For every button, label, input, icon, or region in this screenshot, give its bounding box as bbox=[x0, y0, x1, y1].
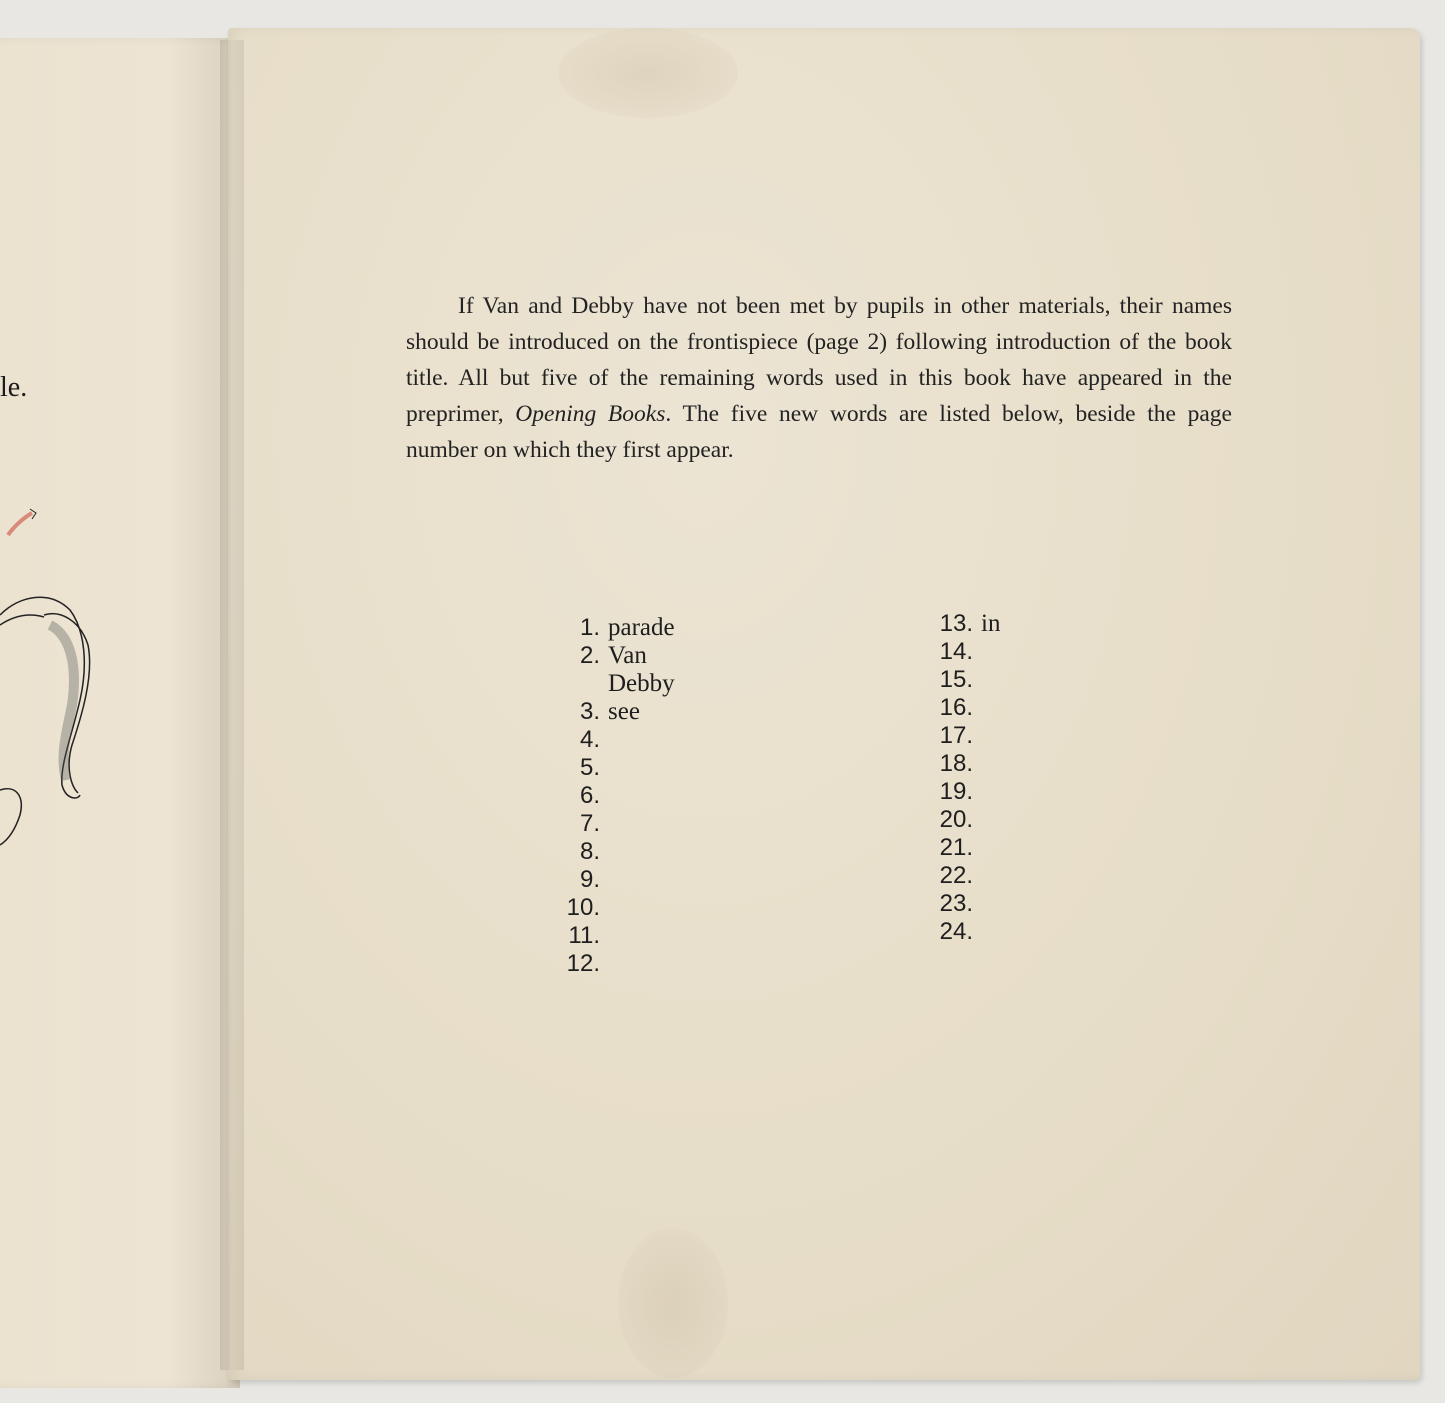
paragraph-text-part1: If Van and Debby have not been met by pupils in other materials, their names should be introduced on the frontispiece (page 2) following introduction of the book title. All but five of the remaining words used in this book have appeared in the preprimer, bbox=[406, 293, 1232, 427]
list-item bbox=[918, 918, 1000, 946]
list-item bbox=[550, 642, 675, 670]
list-item bbox=[918, 834, 1000, 862]
list-item bbox=[550, 922, 675, 950]
list-item bbox=[550, 754, 675, 782]
list-item bbox=[550, 950, 675, 978]
book-gutter bbox=[220, 40, 244, 1370]
list-item bbox=[550, 894, 675, 922]
page-number: 14. bbox=[939, 638, 973, 665]
page-number: 2. bbox=[579, 642, 600, 669]
page-number: 21. bbox=[939, 834, 973, 861]
page-number: 16. bbox=[939, 694, 973, 721]
list-item bbox=[550, 726, 675, 754]
list-item bbox=[918, 750, 1000, 778]
list-item bbox=[550, 838, 675, 866]
left-page-text-fragment: le. bbox=[0, 372, 28, 403]
page-number: 5. bbox=[579, 754, 600, 781]
new-word: see bbox=[608, 698, 640, 725]
page-number: 20. bbox=[939, 806, 973, 833]
list-item bbox=[918, 610, 1000, 638]
page-number: 8. bbox=[579, 838, 600, 865]
list-item bbox=[550, 670, 675, 698]
page-number: 7. bbox=[579, 810, 600, 837]
list-item bbox=[550, 810, 675, 838]
list-item bbox=[918, 890, 1000, 918]
word-list-right-column bbox=[918, 610, 1000, 946]
page-number: 6. bbox=[579, 782, 600, 809]
new-word: Debby bbox=[608, 670, 675, 697]
list-item bbox=[918, 778, 1000, 806]
list-item bbox=[918, 862, 1000, 890]
page-number: 4. bbox=[579, 726, 600, 753]
paper-stain bbox=[558, 28, 738, 118]
page-number: 17. bbox=[939, 722, 973, 749]
page-number: 18. bbox=[939, 750, 973, 777]
horse-tail-illustration-icon bbox=[0, 495, 100, 855]
list-item bbox=[918, 694, 1000, 722]
page-number: 15. bbox=[939, 666, 973, 693]
intro-paragraph bbox=[406, 288, 1232, 468]
right-page bbox=[228, 28, 1420, 1380]
page-number: 23. bbox=[939, 890, 973, 917]
new-word: Van bbox=[608, 642, 647, 669]
list-item bbox=[918, 638, 1000, 666]
page-number: 10. bbox=[566, 894, 600, 921]
page-number: 9. bbox=[579, 866, 600, 893]
list-item bbox=[918, 722, 1000, 750]
list-item bbox=[550, 614, 675, 642]
list-item bbox=[550, 698, 675, 726]
page-number: 13. bbox=[939, 610, 973, 637]
page-number: 3. bbox=[579, 698, 600, 725]
paragraph-text-part2: . The five new words are listed below, beside the page number on which they first appear. bbox=[406, 401, 1232, 463]
page-number: 12. bbox=[566, 950, 600, 977]
page-number: 22. bbox=[939, 862, 973, 889]
list-item bbox=[550, 866, 675, 894]
list-item bbox=[918, 666, 1000, 694]
paper-stain bbox=[618, 1228, 728, 1378]
page-number: 1. bbox=[579, 614, 600, 641]
page-number: 24. bbox=[939, 918, 973, 945]
new-word: parade bbox=[608, 614, 675, 641]
page-number: 11. bbox=[568, 922, 600, 949]
page-number: 19. bbox=[939, 778, 973, 805]
book-title-italic: Opening Books bbox=[515, 401, 666, 427]
new-word: in bbox=[981, 610, 1001, 637]
list-item bbox=[918, 806, 1000, 834]
list-item bbox=[550, 782, 675, 810]
word-list-left-column bbox=[550, 614, 675, 978]
